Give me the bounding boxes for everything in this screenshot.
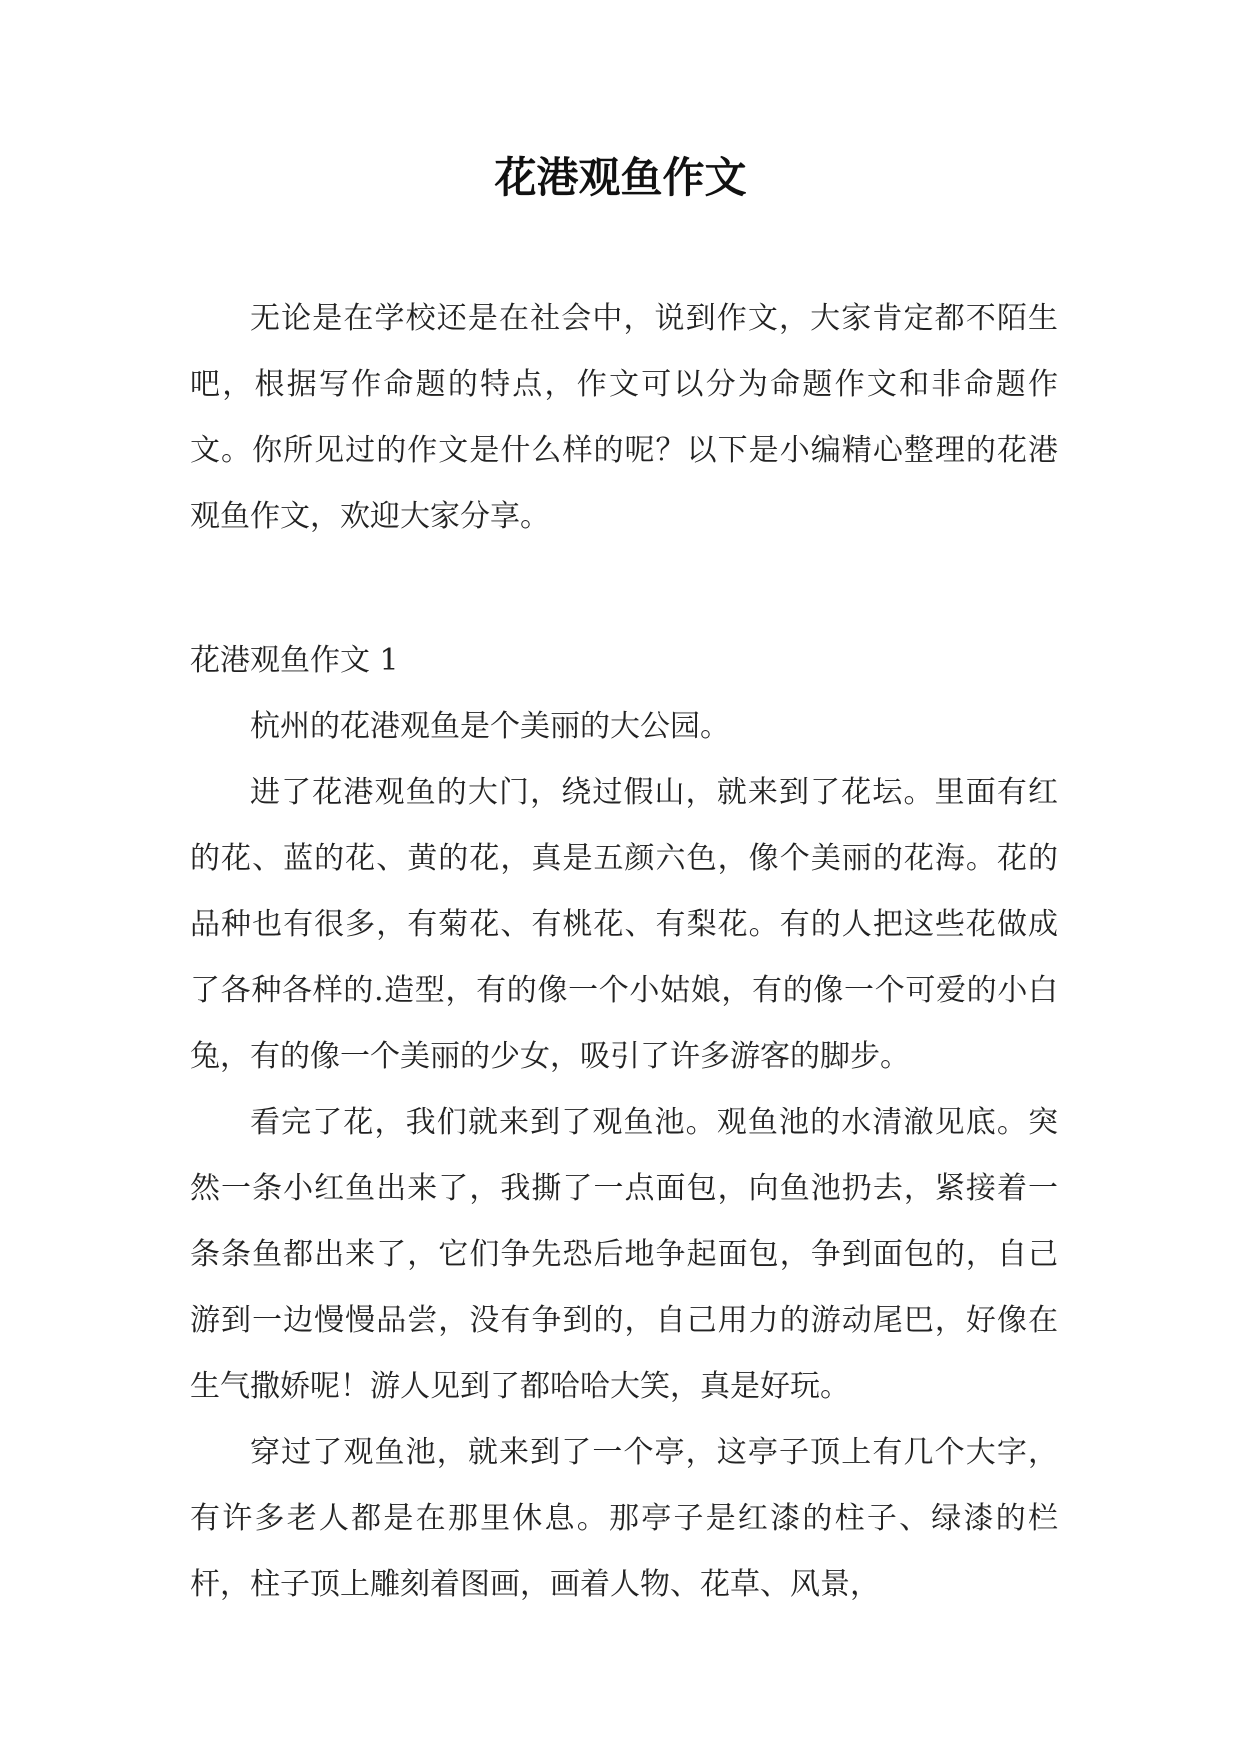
intro-paragraph: 无论是在学校还是在社会中，说到作文，大家肯定都不陌生吧，根据写作命题的特点，作文可以分为命题作文和非命题作文。你所见过的作文是什么样的呢？以下是小编精心整理的花港观鱼作文，欢迎大家分享。 bbox=[190, 301, 1058, 534]
body-paragraph: 进了花港观鱼的大门，绕过假山，就来到了花坛。里面有红的花、蓝的花、黄的花，真是五颜六色，像个美丽的花海。花的品种也有很多，有菊花、有桃花、有梨花。有的人把这些花做成了各种各样的.造型，有的像一个小姑娘，有的像一个可爱的小白兔，有的像一个美丽的少女，吸引了许多游客的脚步。 bbox=[190, 775, 1058, 1074]
body-paragraph: 杭州的花港观鱼是个美丽的大公园。 bbox=[250, 709, 730, 744]
section-heading: 花港观鱼作文 1 bbox=[190, 643, 399, 678]
body-paragraph: 看完了花，我们就来到了观鱼池。观鱼池的水清澈见底。突然一条小红鱼出来了，我撕了一点面包，向鱼池扔去，紧接着一条条鱼都出来了，它们争先恐后地争起面包，争到面包的，自己游到一边慢慢品尝，没有争到的，自己用力的游动尾巴，好像在生气撒娇呢！游人见到了都哈哈大笑，真是好玩。 bbox=[190, 1105, 1058, 1404]
body-paragraph: 穿过了观鱼池，就来到了一个亭，这亭子顶上有几个大字，有许多老人都是在那里休息。那亭子是红漆的柱子、绿漆的栏杆，柱子顶上雕刻着图画，画着人物、花草、风景， bbox=[190, 1435, 1058, 1602]
document-body bbox=[190, 286, 1058, 1618]
document-title: 花港观鱼作文 bbox=[494, 153, 747, 202]
